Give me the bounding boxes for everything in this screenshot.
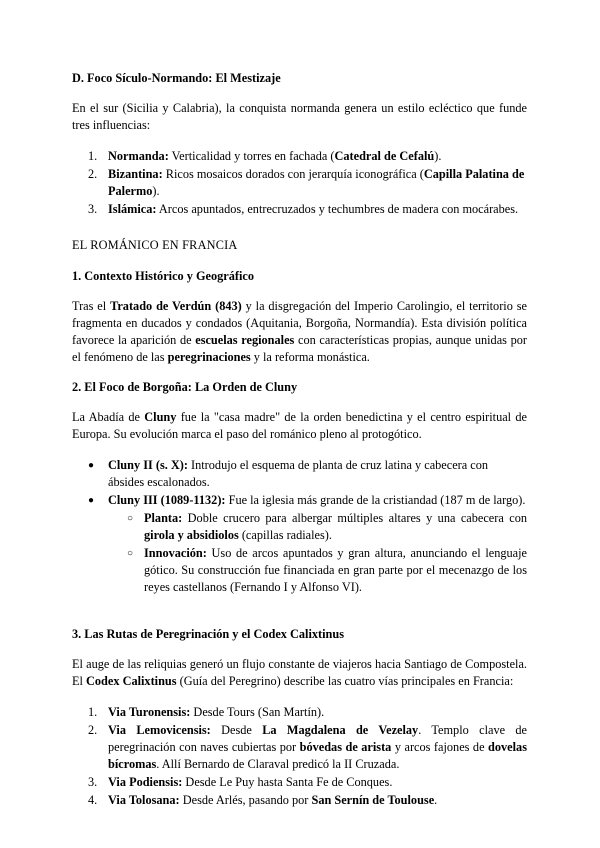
section-1-paragraph: Tras el Tratado de Verdún (843) y la disgregación del Imperio Carolingio, el territorio se fragmenta en ducados y condados (Aquitania, Borgoña, Normandía). Esta división política favorece la aparición de escuelas regionales con características propias, aunque unidas por el fenómeno de las peregrinaciones y la reforma monástica.: [72, 299, 527, 364]
list-item: 2. Bizantina: Ricos mosaicos dorados con jerarquía iconográfica (Capilla Palatina de Palermo).: [88, 167, 525, 198]
sub-list-item: ○ Innovación: Uso de arcos apuntados y gran altura, anunciando el lenguaje gótico. Su construcción fue financiada en gran parte por el mecenazgo de los reyes castellanos (Fernando I y Alfonso VI).: [127, 546, 527, 594]
sub-list: [108, 510, 527, 596]
section-2-heading: 2. El Foco de Borgoña: La Orden de Cluny: [72, 380, 298, 394]
section-d-list: [72, 148, 527, 218]
list-item: 3. Islámica: Arcos apuntados, entrecruzados y techumbres de madera con mocárabes.: [88, 202, 519, 216]
list-item: 3. Via Podiensis: Desde Le Puy hasta Santa Fe de Conques.: [88, 775, 393, 789]
section-d-heading: D. Foco Sículo-Normando: El Mestizaje: [72, 71, 281, 85]
section-3-list: [72, 704, 527, 809]
section-2-paragraph: La Abadía de Cluny fue la "casa madre" de la orden benedictina y el centro espiritual de Europa. Su evolución marca el paso del románico pleno al protogótico.: [72, 410, 527, 441]
section-3-paragraph: El auge de las reliquias generó un flujo constante de viajeros hacia Santiago de Compostela. El Codex Calixtinus (Guía del Peregrino) describe las cuatro vías principales en Francia:: [72, 657, 527, 688]
list-item: ● Cluny II (s. X): Introdujo el esquema de planta de cruz latina y cabecera con ábsides escalonados.: [88, 458, 489, 489]
sub-list-item: ○ Planta: Doble crucero para albergar múltiples altares y una cabecera con girola y absidiolos (capillas radiales).: [127, 511, 527, 542]
document-body: [72, 70, 527, 809]
section-2-list: [72, 457, 527, 596]
section-3-heading: 3. Las Rutas de Peregrinación y el Codex Calixtinus: [72, 627, 345, 641]
bullet-icon: ●: [88, 460, 95, 471]
list-item: 2. Via Lemovicensis: Desde La Magdalena de Vezelay. Templo clave de peregrinación con naves cubiertas por bóvedas de arista y arcos fajones de dovelas bícromas. Allí Bernardo de Claraval predicó la II Cruzada.: [88, 723, 527, 771]
list-item: ● Cluny III (1089-1132): Fue la iglesia más grande de la cristiandad (187 m de largo). ○ Planta: Doble crucero para albergar múltiples altares y una cabecera con girola y absidiolos (capillas radiales). ○ Innovación: Uso de arcos apuntados y gran altura, anunciando el lenguaje gótico. Su construcción fue financiada en gran parte por el mecenazgo de los reyes castellanos (Fernando I y Alfonso VI).: [72, 492, 527, 596]
section-d-intro: En el sur (Sicilia y Calabria), la conquista normanda genera un estilo ecléctico que funde tres influencias:: [72, 101, 527, 132]
list-item: 4. Via Tolosana: Desde Arlés, pasando por San Sernín de Toulouse.: [88, 793, 438, 807]
section-1-heading: 1. Contexto Histórico y Geográfico: [72, 269, 255, 283]
circle-bullet-icon: ○: [127, 548, 134, 559]
page-title: EL ROMÁNICO EN FRANCIA: [72, 238, 238, 252]
list-item: 1. Normanda: Verticalidad y torres en fachada (Catedral de Cefalú).: [88, 149, 442, 163]
circle-bullet-icon: ○: [127, 513, 134, 524]
bullet-icon: ●: [88, 495, 95, 506]
list-item: 1. Via Turonensis: Desde Tours (San Martín).: [88, 705, 325, 719]
